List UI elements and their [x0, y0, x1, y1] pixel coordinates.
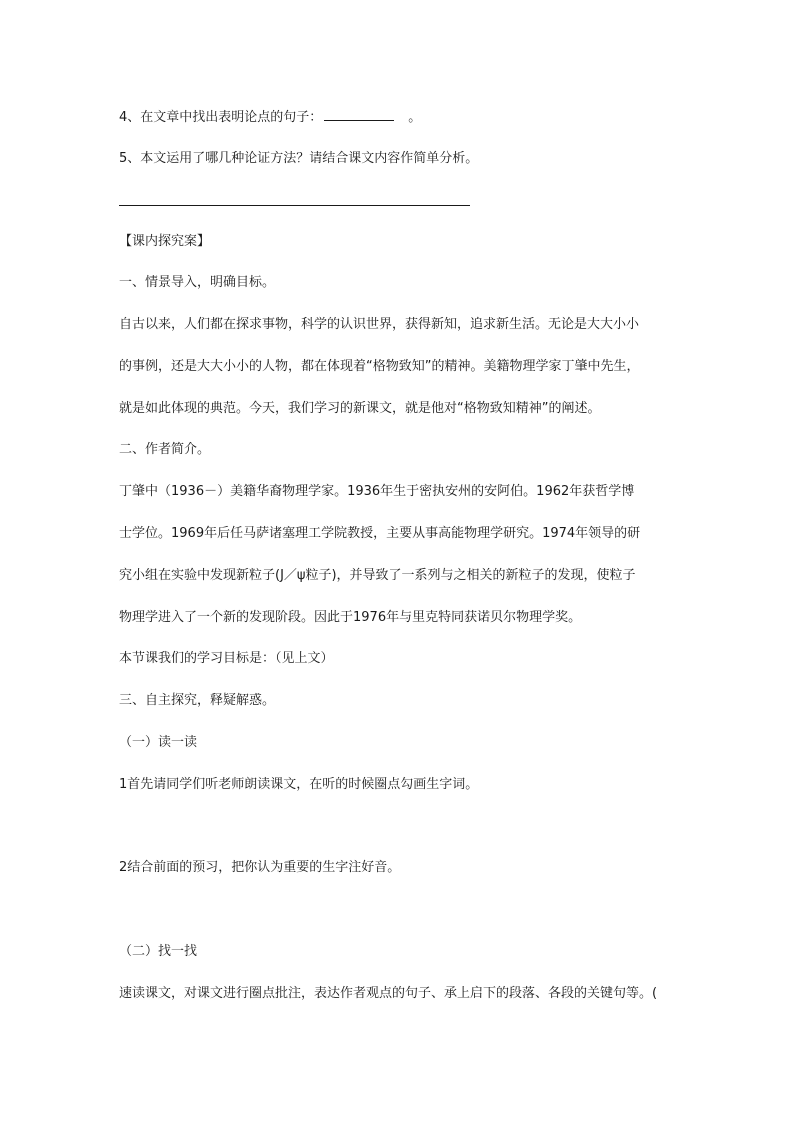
task-item-3-overflow: (	[652, 986, 658, 1001]
author-bio-line: 丁肇中（1936－）美籍华裔物理学家。1936年生于密执安州的安阿伯。1962年获哲学博	[119, 484, 635, 499]
part1-paragraph-line: 就是如此体现的典范。今天，我们学习的新课文，就是他对“格物致知精神”的阐述。	[119, 401, 601, 416]
task-item-2: 2结合前面的预习，把你认为重要的生字注好音。	[119, 860, 401, 875]
subsection-read: （一）读一读	[119, 735, 198, 750]
author-bio-line: 士学位。1969年后任马萨诸塞理工学院教授，主要从事高能物理学研究。1974年领导的研	[119, 526, 641, 541]
author-bio-line: 究小组在实验中发现新粒子(J／ψ粒子)，并导致了一系列与之相关的新粒子的发现，使粒子	[119, 568, 636, 583]
task-item-3-text: 速读课文，对课文进行圈点批注，表达作者观点的句子、承上启下的段落、各段的关键句等。	[119, 986, 653, 1001]
part1-paragraph-line: 自古以来，人们都在探求事物，科学的认识世界，获得新知，追求新生活。无论是大大小小	[119, 317, 640, 332]
part1-paragraph-line: 的事例，还是大大小小的人物，都在体现着“格物致知”的精神。美籍物理学家丁肇中先生，	[119, 359, 640, 374]
author-bio-line: 物理学进入了一个新的发现阶段。因此于1976年与里克特同获诺贝尔物理学奖。	[119, 610, 582, 625]
question-4-text: 4、在文章中找出表明论点的句子：	[119, 110, 323, 125]
answer-blank[interactable]	[324, 108, 394, 121]
answer-line[interactable]	[119, 205, 470, 206]
question-4	[119, 108, 421, 127]
part2-heading: 二、作者简介。	[119, 442, 211, 457]
subsection-find: （二）找一找	[119, 944, 198, 959]
section-title: 【课内探究案】	[119, 234, 211, 249]
task-item-3	[119, 985, 656, 1003]
part1-heading: 一、情景导入，明确目标。	[119, 275, 276, 290]
part3-heading: 三、自主探究，释疑解惑。	[119, 693, 276, 708]
learning-goal: 本节课我们的学习目标是：（见上文）	[119, 651, 334, 666]
question-5: 5、本文运用了哪几种论证方法？请结合课文内容作简单分析。	[119, 151, 479, 166]
question-4-end: 。	[408, 110, 422, 125]
task-item-1: 1首先请同学们听老师朗读课文，在听的时候圈点勾画生字词。	[119, 777, 479, 792]
